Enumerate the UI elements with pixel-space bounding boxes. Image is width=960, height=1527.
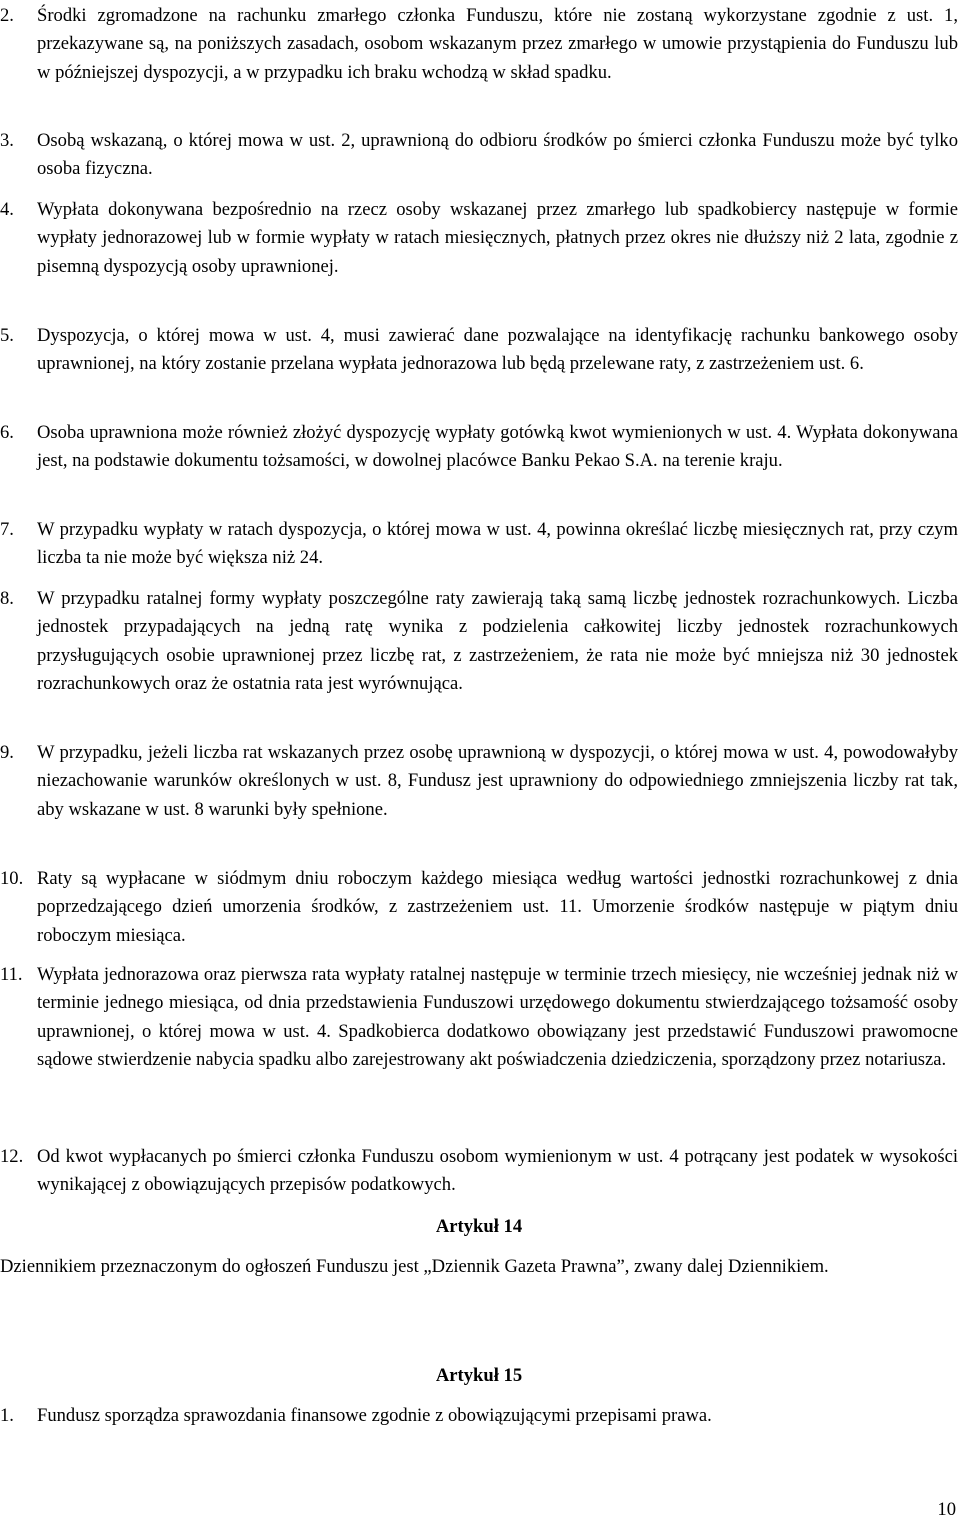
article-14-heading: Artykuł 14 [435, 1216, 523, 1237]
article-14-text: Dziennikiem przeznaczonym do ogłoszeń Funduszu jest „Dziennik Gazeta Prawna”, zwany dalej Dziennikiem. [0, 1256, 829, 1277]
item-text: W przypadku ratalnej formy wypłaty poszczególne raty zawierają taką samą liczbę jednostek rozrachunkowych. Liczba jednostek przypadających na jedną ratę wynika z podzielenia całkowitej liczby jednostek rozrachunkowych przysługujących osobie uprawnionej przez liczbę rat, z zastrzeżeniem, że rata nie może być mniejsza niż 30 jednostek rozrachunkowych oraz że ostatnia rata jest wyrównująca. [37, 588, 958, 695]
list-item-2 [0, 2, 958, 87]
item-number: 12. [0, 1146, 24, 1167]
item-text: Raty są wypłacane w siódmym dniu roboczym każdego miesiąca według wartości jednostki rozrachunkowej z dnia poprzedzającego dzień umorzenia środków, z zastrzeżeniem ust. 11. Umorzenie środków następuje w piątym dniu roboczym miesiąca. [37, 868, 958, 946]
item-number: 8. [0, 588, 14, 609]
list-item-4 [0, 196, 958, 281]
list-item-12 [0, 1143, 958, 1200]
item-text: Dyspozycja, o której mowa w ust. 4, musi zawierać dane pozwalające na identyfikację rachunku bankowego osoby uprawnionej, na który zostanie przelana wypłata jednorazowa lub będą przelewane raty, z zastrzeżeniem ust. 6. [37, 325, 958, 375]
item-text: Osoba uprawniona może również złożyć dyspozycję wypłaty gotówką kwot wymienionych w ust. 4. Wypłata dokonywana jest, na podstawie dokumentu tożsamości, w dowolnej placówce Banku Pekao S.A. na terenie kraju. [37, 422, 958, 472]
item-number: 7. [0, 519, 14, 540]
list-item-10 [0, 865, 958, 950]
item-number: 11. [0, 964, 23, 985]
list-item-9 [0, 739, 958, 824]
list-item-5 [0, 322, 958, 379]
list-item-8 [0, 585, 958, 699]
list-item-11 [0, 961, 958, 1075]
item-number: 9. [0, 742, 14, 763]
list-item-7 [0, 516, 958, 573]
item-number: 4. [0, 199, 14, 220]
article-15-heading: Artykuł 15 [435, 1365, 523, 1386]
item-text: Od kwot wypłacanych po śmierci członka Funduszu osobom wymienionym w ust. 4 potrącany jest podatek w wysokości wynikającej z obowiązujących przepisów podatkowych. [37, 1146, 958, 1196]
item-text: W przypadku wypłaty w ratach dyspozycja, o której mowa w ust. 4, powinna określać liczbę miesięcznych rat, przy czym liczba ta nie może być większa niż 24. [37, 519, 958, 569]
item-text: Osobą wskazaną, o której mowa w ust. 2, uprawnioną do odbioru środków po śmierci członka Funduszu może być tylko osoba fizyczna. [37, 130, 958, 180]
list-item-3 [0, 127, 958, 184]
article-15-item-1 [0, 1402, 958, 1430]
item-text: Środki zgromadzone na rachunku zmarłego członka Funduszu, które nie zostaną wykorzystane zgodnie z ust. 1, przekazywane są, na poniższych zasadach, osobom wskazanym przez zmarłego w umowie przystąpienia do Funduszu lub w późniejszej dyspozycji, a w przypadku ich braku wchodzą w skład spadku. [37, 5, 958, 83]
item-text: W przypadku, jeżeli liczba rat wskazanych przez osobę uprawnioną w dyspozycji, o której mowa w ust. 4, powodowałyby niezachowanie warunków określonych w ust. 8, Fundusz jest uprawniony do odpowiedniego zmniejszenia liczby rat tak, aby wskazane w ust. 8 warunki były spełnione. [37, 742, 958, 820]
item-text: Wypłata jednorazowa oraz pierwsza rata wypłaty ratalnej następuje w terminie trzech miesięcy, nie wcześniej jednak niż w terminie jednego miesiąca, od dnia przedstawienia Funduszowi urzędowego dokumentu stwierdzającego tożsamość osoby uprawnionej, o której mowa w ust. 4. Spadkobierca dodatkowo obowiązany jest przedstawić Funduszowi prawomocne sądowe stwierdzenie nabycia spadku albo zarejestrowany akt poświadczenia dziedziczenia, sporządzony przez notariusza. [37, 964, 958, 1071]
item-number: 5. [0, 325, 14, 346]
item-number: 3. [0, 130, 14, 151]
item-text: Fundusz sporządza sprawozdania finansowe zgodnie z obowiązującymi przepisami prawa. [37, 1405, 712, 1426]
item-number: 10. [0, 868, 24, 889]
list-item-6 [0, 419, 958, 476]
item-number: 6. [0, 422, 14, 443]
page-number: 10 [937, 1499, 956, 1520]
item-text: Wypłata dokonywana bezpośrednio na rzecz osoby wskazanej przez zmarłego lub spadkobiercy następuje w formie wypłaty jednorazowej lub w formie wypłaty w ratach miesięcznych, płatnych przez okres nie dłuższy niż 2 lata, zgodnie z pisemną dyspozycją osoby uprawnionej. [37, 199, 958, 277]
item-number: 2. [0, 5, 14, 26]
item-number: 1. [0, 1405, 14, 1426]
